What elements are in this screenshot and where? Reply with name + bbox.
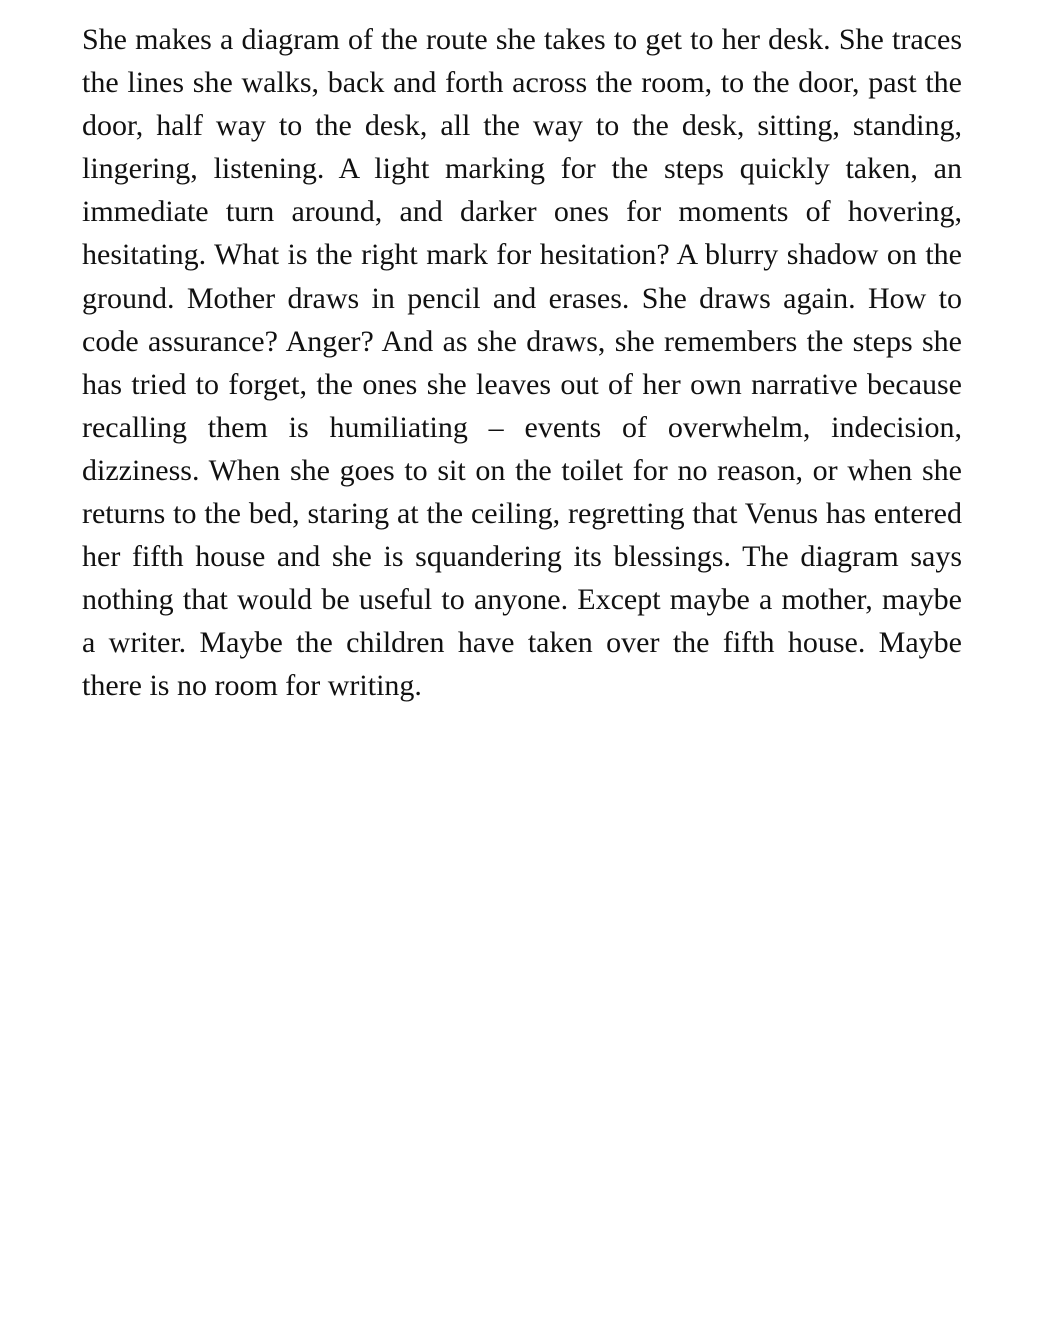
body-paragraph: She makes a diagram of the route she takes to get to her desk. She traces the lines she walks, back and forth across the room, to the door, past the door, half way to the desk, all the way to the desk, sitting, standing, lingering, listening. A light marking for the steps quickly taken, an immediate turn around, and darker ones for moments of hovering, hesitating. What is the right mark for hesitation? A blurry shadow on the ground. Mother draws in pencil and erases. She draws again. How to code assurance? Anger? And as she draws, she remembers the steps she has tried to forget, the ones she leaves out of her own narrative because recalling them is humiliating – events of overwhelm, indecision, dizziness. When she goes to sit on the toilet for no reason, or when she returns to the bed, staring at the ceiling, regretting that Venus has entered her fifth house and she is squandering its blessings. The diagram says nothing that would be useful to anyone. Except maybe a mother, maybe a writer. Maybe the children have taken over the fifth house. Maybe there is no room for writing. bbox=[82, 23, 962, 703]
document-page bbox=[82, 18, 962, 708]
